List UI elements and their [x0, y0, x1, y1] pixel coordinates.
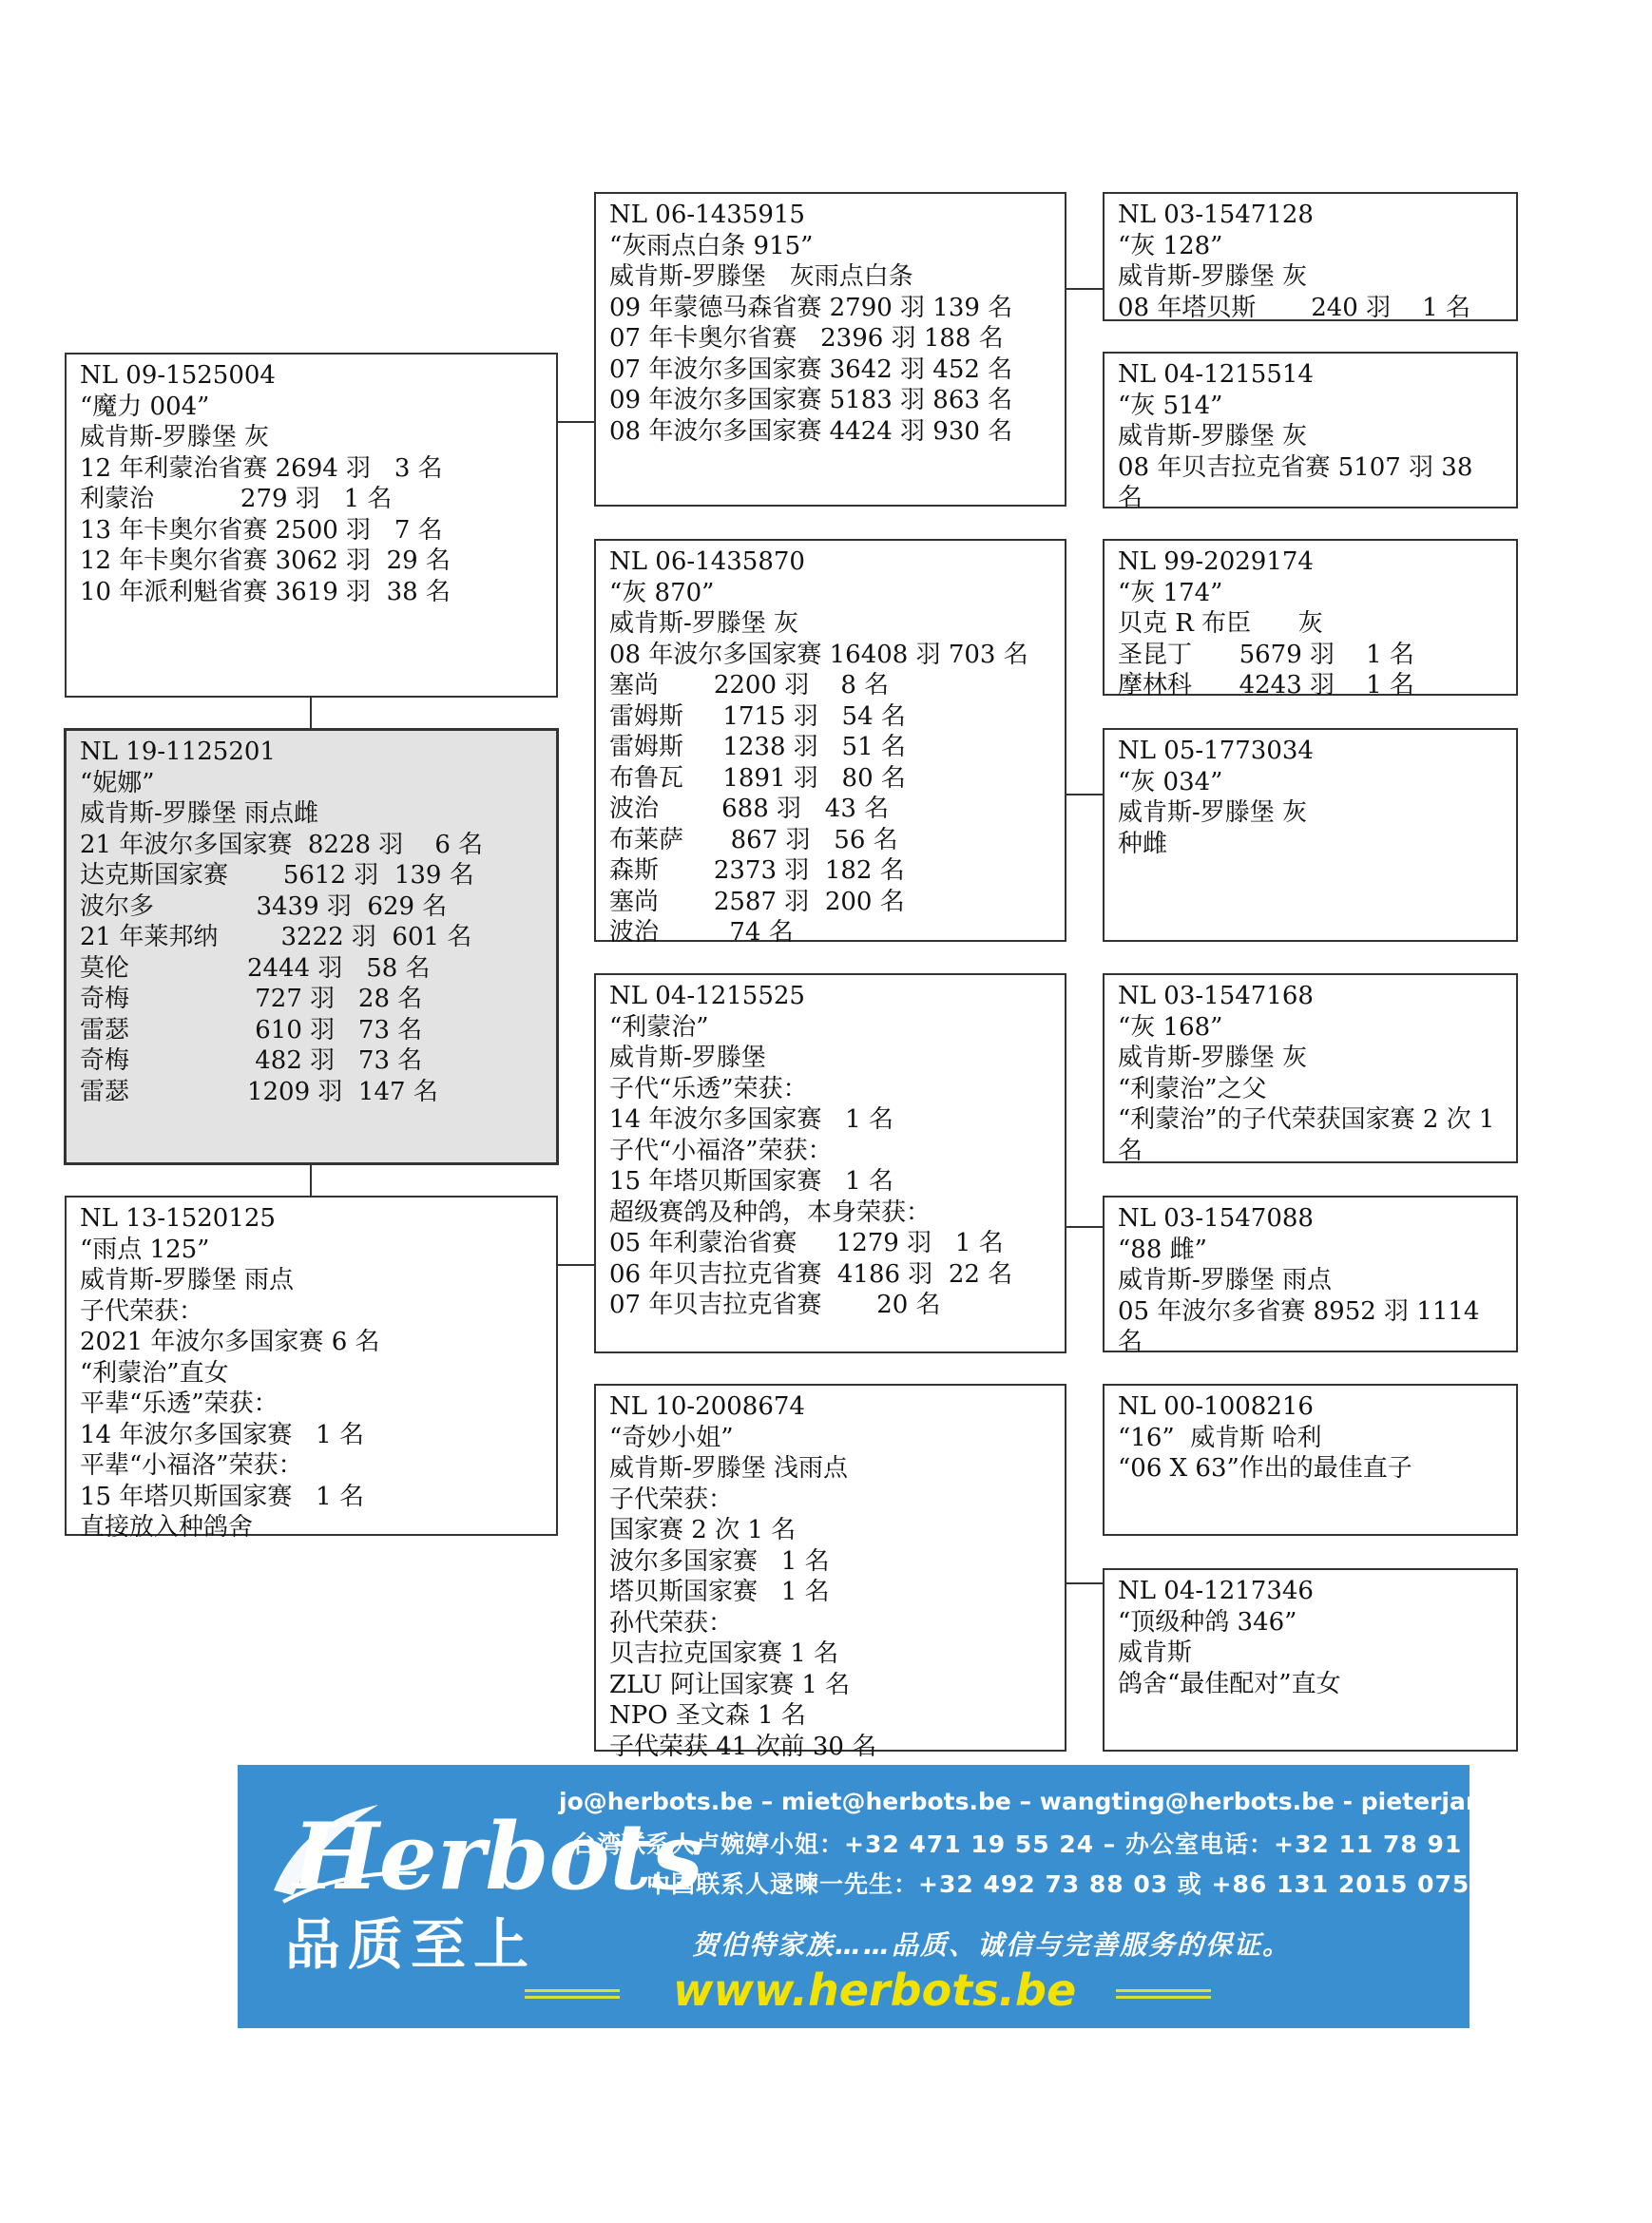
- connector-line: [1066, 288, 1104, 290]
- pedigree-line: 06 年贝吉拉克省赛 4186 羽 22 名: [609, 1259, 1013, 1289]
- pedigree-line: 08 年波尔多国家赛 4424 羽 930 名: [609, 416, 1013, 446]
- pedigree-line: 雷姆斯 1238 羽 51 名: [609, 733, 906, 761]
- pedigree-line: 10 年派利魁省赛 3619 羽 38 名: [80, 577, 451, 606]
- connector-line: [557, 1264, 595, 1266]
- pedigree-line: 威肯斯-罗滕堡 灰: [1118, 1044, 1308, 1072]
- pedigree-line: 达克斯国家赛 5612 羽 139 名: [80, 861, 474, 890]
- motto: 贺伯特家族……品质、诚信与完善服务的保证。: [692, 1929, 1292, 1961]
- pedigree-line: 奇梅 727 羽 28 名: [80, 985, 423, 1013]
- connector-line: [1066, 794, 1104, 795]
- pigeon-name: “88 雌”: [1118, 1235, 1207, 1264]
- pedigree-line: 直接放入种鸽舍: [80, 1513, 254, 1542]
- ring-number: NL 04-1215514: [1118, 360, 1314, 389]
- pedigree-line: 12 年利蒙治省赛 2694 羽 3 名: [80, 453, 443, 483]
- pigeon-name: “灰 174”: [1118, 578, 1223, 607]
- pedigree-line: 子代荣获：: [609, 1485, 734, 1514]
- pedigree-line: 布莱萨 867 羽 56 名: [609, 825, 898, 854]
- ring-number: NL 04-1217346: [1118, 1577, 1314, 1605]
- pedigree-line: 贝克 R 布臣 灰: [1118, 609, 1323, 638]
- slogan: 品质至上: [285, 1912, 537, 1977]
- pedigree-line: 鸽舍“最佳配对”直女: [1118, 1669, 1341, 1698]
- sd-dam-card: [1103, 728, 1518, 942]
- ring-number: NL 00-1008216: [1118, 1392, 1314, 1421]
- pedigree-line: NPO 圣文森 1 名: [609, 1701, 806, 1730]
- dd-dam-card: [1103, 1568, 1518, 1752]
- pedigree-line: 08 年波尔多国家赛 16408 羽 703 名: [609, 640, 1028, 669]
- pedigree-line: 14 年波尔多国家赛 1 名: [80, 1420, 364, 1449]
- pedigree-line: 07 年波尔多国家赛 3642 羽 452 名: [609, 355, 1013, 384]
- sd-sire-card: [1103, 539, 1518, 699]
- pedigree-line: 13 年卡奥尔省赛 2500 羽 7 名: [80, 515, 443, 545]
- connector-line: [557, 421, 595, 423]
- china-contact: 中国联系人逯暕一先生：+32 492 73 88 03 或 +86 131 2015 0755: [646, 1870, 1488, 1898]
- pedigree-line: 平辈“乐透”荣获：: [80, 1389, 279, 1418]
- pedigree-line: 威肯斯-罗滕堡 浅雨点: [609, 1454, 849, 1483]
- pedigree-line: 07 年贝吉拉克省赛 20 名: [609, 1291, 941, 1319]
- ds-dam-card: [1103, 1196, 1518, 1356]
- ring-number: NL 03-1547128: [1118, 201, 1314, 229]
- pedigree-line: 子代荣获：: [80, 1296, 204, 1326]
- pedigree-line: 威肯斯-罗滕堡 雨点: [1118, 1266, 1333, 1294]
- herbots-banner: [238, 1765, 1652, 2028]
- subject-card: [64, 728, 559, 1165]
- pedigree-line: 威肯斯: [1118, 1639, 1193, 1667]
- pedigree-line: 超级赛鸽及种鸽，本身荣获：: [609, 1198, 932, 1227]
- pedigree-line: “利蒙治”直女: [80, 1358, 229, 1388]
- pedigree-line: 奇梅 482 羽 73 名: [80, 1046, 423, 1075]
- pedigree-line: 雷瑟 1209 羽 147 名: [80, 1077, 438, 1106]
- ss-sire-card: [1103, 192, 1518, 321]
- pigeon-name: “灰 514”: [1118, 391, 1223, 420]
- decor-line-left: [525, 1989, 620, 1999]
- pedigree-line: 利蒙治 279 羽 1 名: [80, 485, 393, 513]
- pedigree-line: 雷瑟 610 羽 73 名: [80, 1015, 423, 1044]
- pedigree-line: 12 年卡奥尔省赛 3062 羽 29 名: [80, 546, 451, 575]
- pedigree-line: 森斯 2373 羽 182 名: [609, 856, 905, 885]
- pedigree-line: 09 年波尔多国家赛 5183 羽 863 名: [609, 386, 1013, 414]
- pedigree-line: 子代“小福洛”荣获：: [609, 1136, 833, 1165]
- pedigree-line: 05 年波尔多省赛 8952 羽 1114 名: [1118, 1296, 1480, 1356]
- decor-line-right: [1116, 1989, 1211, 1999]
- pedigree-line: 14 年波尔多国家赛 1 名: [609, 1105, 893, 1134]
- pedigree-line: 国家赛 2 次 1 名: [609, 1516, 797, 1544]
- pedigree-line: 威肯斯-罗滕堡 灰: [1118, 798, 1308, 827]
- pedigree-line: 09 年蒙德马森省赛 2790 羽 139 名: [609, 293, 1013, 322]
- connector-line: [310, 1164, 312, 1197]
- email-list: jo@herbots.be – miet@herbots.be – wangting@herbots.be - pieterjan@herbots.be: [559, 1788, 1652, 1815]
- ring-number: NL 13-1520125: [80, 1204, 276, 1233]
- pedigree-line: 塔贝斯国家赛 1 名: [609, 1578, 830, 1606]
- pedigree-line: 波尔多 3439 羽 629 名: [80, 891, 448, 921]
- pedigree-line: 波治 688 羽 43 名: [609, 795, 890, 823]
- pedigree-line: 威肯斯-罗滕堡 灰: [80, 423, 270, 451]
- ring-number: NL 03-1547088: [1118, 1204, 1314, 1233]
- dam-sire-card: [594, 973, 1066, 1353]
- taiwan-contact: 台湾联系人卢婉婷小姐：+32 471 19 55 24 – 办公室电话：+32 11 78 91 90: [572, 1830, 1507, 1858]
- pedigree-line: 08 年贝吉拉克省赛 5107 羽 38 名: [1118, 452, 1473, 512]
- pedigree-line: 孙代荣获：: [609, 1608, 734, 1638]
- ds-sire-card: [1103, 973, 1518, 1163]
- pedigree-line: 雷姆斯 1715 羽 54 名: [609, 701, 906, 731]
- pedigree-line: ZLU 阿让国家赛 1 名: [609, 1670, 851, 1699]
- pigeon-name: “灰 870”: [609, 578, 715, 607]
- pedigree-line: “06 X 63”作出的最佳直子: [1118, 1454, 1412, 1483]
- pigeon-name: “魔力 004”: [80, 392, 210, 421]
- pedigree-line: 摩林科 4243 羽 1 名: [1118, 671, 1414, 699]
- ring-number: NL 99-2029174: [1118, 547, 1314, 576]
- pedigree-line: 贝吉拉克国家赛 1 名: [609, 1639, 839, 1668]
- sire-sire-card: [594, 192, 1066, 507]
- pedigree-line: 威肯斯-罗滕堡: [609, 1044, 766, 1072]
- ring-number: NL 04-1215525: [609, 982, 805, 1010]
- pedigree-line: 塞尚 2587 羽 200 名: [609, 887, 905, 916]
- pigeon-name: “妮娜”: [80, 768, 155, 797]
- sire-card: [65, 353, 558, 698]
- pigeon-name: “灰雨点白条 915”: [609, 231, 814, 260]
- pigeon-name: “顶级种鸽 346”: [1118, 1607, 1297, 1637]
- connector-line: [1066, 1226, 1104, 1228]
- pigeon-name: “灰 034”: [1118, 767, 1223, 796]
- pedigree-line: 2021 年波尔多国家赛 6 名: [80, 1328, 380, 1356]
- pedigree-line: 波治 74 名: [609, 918, 794, 947]
- pedigree-line: 21 年莱邦纳 3222 羽 601 名: [80, 923, 472, 951]
- pedigree-line: 平辈“小福洛”荣获：: [80, 1451, 303, 1480]
- pedigree-line: 波尔多国家赛 1 名: [609, 1546, 830, 1576]
- pedigree-line: 15 年塔贝斯国家赛 1 名: [80, 1482, 364, 1511]
- pigeon-name: “灰 128”: [1118, 231, 1223, 260]
- pedigree-line: “利蒙治”的子代荣获国家赛 2 次 1 名: [1118, 1105, 1495, 1165]
- website-link[interactable]: www.herbots.be: [673, 1964, 1077, 2016]
- ring-number: NL 06-1435870: [609, 547, 805, 576]
- pedigree-line: 圣昆丁 5679 羽 1 名: [1118, 640, 1414, 669]
- connector-line: [310, 697, 312, 729]
- pigeon-name: “16” 威肯斯 哈利: [1118, 1423, 1322, 1452]
- pedigree-line: 威肯斯-罗滕堡 灰雨点白条: [609, 262, 913, 291]
- pigeon-name: “奇妙小姐”: [609, 1423, 734, 1452]
- pedigree-line: 威肯斯-罗滕堡 雨点: [80, 1266, 295, 1294]
- pedigree-line: 布鲁瓦 1891 羽 80 名: [609, 763, 906, 793]
- dd-sire-card: [1103, 1384, 1518, 1536]
- pedigree-line: 05 年利蒙治省赛 1279 羽 1 名: [609, 1229, 1004, 1257]
- pedigree-line: 莫伦 2444 羽 58 名: [80, 953, 431, 983]
- pedigree-line: 威肯斯-罗滕堡 灰: [1118, 422, 1308, 450]
- ss-dam-card: [1103, 352, 1518, 512]
- ring-number: NL 19-1125201: [80, 738, 276, 766]
- pigeon-name: “雨点 125”: [80, 1235, 210, 1264]
- pedigree-line: 种雌: [1118, 829, 1168, 858]
- pedigree-line: 塞尚 2200 羽 8 名: [609, 671, 890, 699]
- pedigree-line: 威肯斯-罗滕堡 灰: [1118, 262, 1308, 291]
- ring-number: NL 03-1547168: [1118, 982, 1314, 1010]
- logo-text: Herbots: [293, 1803, 703, 1910]
- ring-number: NL 06-1435915: [609, 201, 805, 229]
- pedigree-line: 子代荣获 41 次前 30 名: [609, 1732, 877, 1761]
- pedigree-line: “利蒙治”之父: [1118, 1074, 1267, 1103]
- dam-card: [65, 1196, 558, 1542]
- pigeon-name: “灰 168”: [1118, 1012, 1223, 1042]
- pedigree-line: 威肯斯-罗滕堡 雨点雌: [80, 799, 319, 828]
- pedigree-line: 08 年塔贝斯 240 羽 1 名: [1118, 293, 1470, 322]
- sire-dam-card: [594, 539, 1066, 947]
- pigeon-name: “利蒙治”: [609, 1012, 709, 1042]
- ring-number: NL 05-1773034: [1118, 737, 1314, 765]
- dam-dam-card: [594, 1384, 1066, 1761]
- ring-number: NL 09-1525004: [80, 361, 276, 390]
- pedigree-line: 子代“乐透”荣获：: [609, 1074, 808, 1103]
- pedigree-line: 威肯斯-罗滕堡 灰: [609, 609, 799, 638]
- connector-line: [1066, 1582, 1104, 1584]
- pedigree-line: 07 年卡奥尔省赛 2396 羽 188 名: [609, 324, 1004, 353]
- pedigree-line: 21 年波尔多国家赛 8228 羽 6 名: [80, 830, 484, 859]
- ring-number: NL 10-2008674: [609, 1392, 805, 1421]
- pedigree-line: 15 年塔贝斯国家赛 1 名: [609, 1167, 893, 1196]
